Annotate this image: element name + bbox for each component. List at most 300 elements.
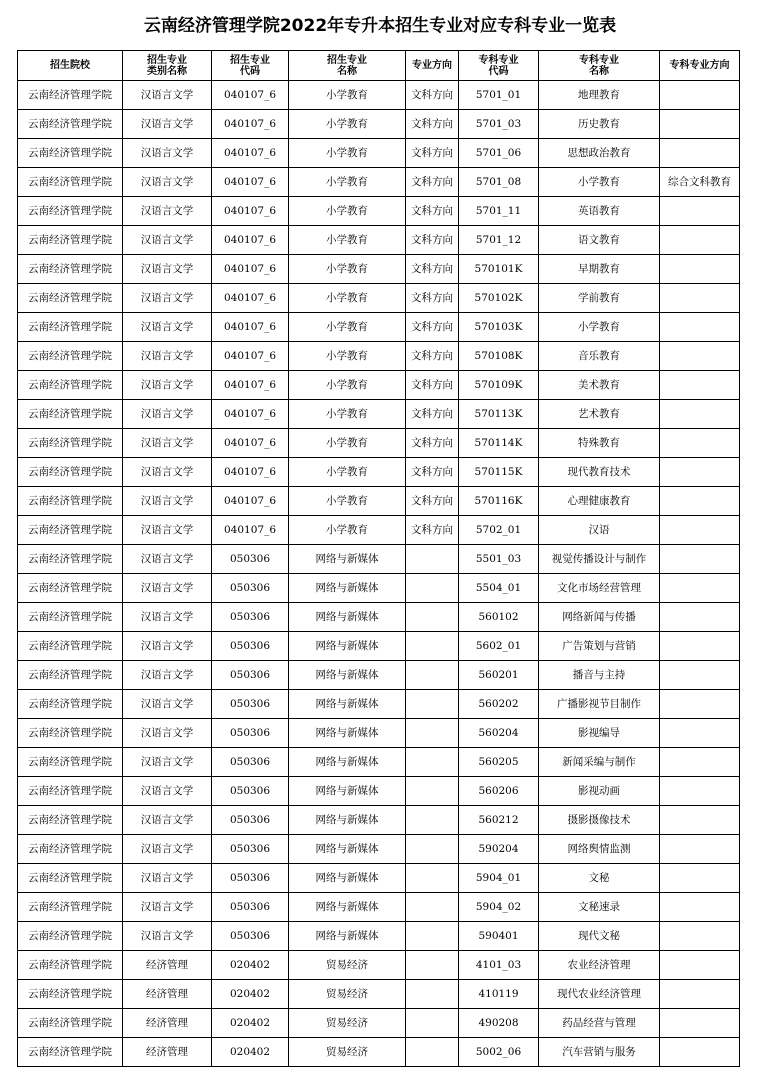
cell-direction: 文科方向 [406, 487, 459, 516]
cell-category: 汉语言文学 [123, 255, 212, 284]
cell-diploma-direction [660, 545, 740, 574]
cell-diploma-name: 语文教育 [539, 226, 660, 255]
cell-diploma-direction [660, 690, 740, 719]
header-diploma-direction [660, 51, 740, 81]
cell-category: 汉语言文学 [123, 197, 212, 226]
header-text: 招生院校 [50, 60, 90, 71]
cell-school: 云南经济管理学院 [18, 429, 123, 458]
cell-direction [406, 893, 459, 922]
cell-major-name: 网络与新媒体 [289, 893, 406, 922]
cell-direction [406, 951, 459, 980]
cell-diploma-name: 药品经营与管理 [539, 1009, 660, 1038]
cell-category: 经济管理 [123, 1009, 212, 1038]
header-text: 名称 [589, 65, 609, 77]
cell-major-name: 小学教育 [289, 487, 406, 516]
table-row [18, 1038, 740, 1067]
cell-major-code: 040107_6 [212, 429, 289, 458]
cell-major-name: 小学教育 [289, 139, 406, 168]
cell-diploma-direction [660, 1009, 740, 1038]
cell-category: 汉语言文学 [123, 661, 212, 690]
cell-major-code: 050306 [212, 748, 289, 777]
cell-direction: 文科方向 [406, 110, 459, 139]
cell-diploma-direction [660, 487, 740, 516]
cell-school: 云南经济管理学院 [18, 110, 123, 139]
cell-direction [406, 661, 459, 690]
cell-direction: 文科方向 [406, 342, 459, 371]
table-row [18, 777, 740, 806]
cell-diploma-name: 早期教育 [539, 255, 660, 284]
cell-category: 汉语言文学 [123, 864, 212, 893]
cell-diploma-direction [660, 1038, 740, 1067]
cell-diploma-code: 570109K [459, 371, 539, 400]
header-diploma-code [459, 51, 539, 81]
cell-diploma-code: 5701_03 [459, 110, 539, 139]
table-body [18, 81, 740, 1067]
cell-direction [406, 603, 459, 632]
cell-diploma-code: 4101_03 [459, 951, 539, 980]
cell-category: 汉语言文学 [123, 574, 212, 603]
cell-diploma-direction [660, 429, 740, 458]
cell-major-name: 网络与新媒体 [289, 806, 406, 835]
table-row [18, 110, 740, 139]
cell-direction [406, 864, 459, 893]
cell-major-code: 040107_6 [212, 139, 289, 168]
cell-school: 云南经济管理学院 [18, 980, 123, 1009]
cell-major-name: 小学教育 [289, 81, 406, 110]
cell-diploma-code: 490208 [459, 1009, 539, 1038]
cell-diploma-direction [660, 835, 740, 864]
header-text: 代码 [240, 65, 260, 77]
table-row [18, 545, 740, 574]
cell-school: 云南经济管理学院 [18, 632, 123, 661]
cell-category: 汉语言文学 [123, 226, 212, 255]
cell-major-code: 020402 [212, 980, 289, 1009]
cell-diploma-direction [660, 226, 740, 255]
cell-major-code: 050306 [212, 835, 289, 864]
cell-diploma-direction [660, 603, 740, 632]
cell-major-name: 网络与新媒体 [289, 835, 406, 864]
cell-major-name: 网络与新媒体 [289, 603, 406, 632]
cell-diploma-direction [660, 574, 740, 603]
table-row [18, 922, 740, 951]
cell-direction: 文科方向 [406, 313, 459, 342]
cell-school: 云南经济管理学院 [18, 777, 123, 806]
cell-diploma-direction [660, 110, 740, 139]
table-row [18, 400, 740, 429]
cell-major-code: 020402 [212, 1038, 289, 1067]
header-text: 专科专业 [579, 54, 619, 66]
cell-diploma-code: 5701_01 [459, 81, 539, 110]
cell-diploma-code: 570116K [459, 487, 539, 516]
cell-major-code: 050306 [212, 806, 289, 835]
cell-diploma-code: 560204 [459, 719, 539, 748]
cell-school: 云南经济管理学院 [18, 81, 123, 110]
cell-major-name: 网络与新媒体 [289, 864, 406, 893]
cell-school: 云南经济管理学院 [18, 487, 123, 516]
cell-direction: 文科方向 [406, 226, 459, 255]
cell-diploma-code: 560202 [459, 690, 539, 719]
table-row [18, 255, 740, 284]
cell-major-code: 040107_6 [212, 516, 289, 545]
cell-category: 汉语言文学 [123, 458, 212, 487]
cell-diploma-name: 英语教育 [539, 197, 660, 226]
cell-diploma-name: 学前教育 [539, 284, 660, 313]
table-row [18, 313, 740, 342]
cell-diploma-direction [660, 719, 740, 748]
cell-diploma-name: 现代文秘 [539, 922, 660, 951]
cell-major-code: 050306 [212, 922, 289, 951]
cell-diploma-code: 570108K [459, 342, 539, 371]
cell-diploma-code: 570114K [459, 429, 539, 458]
cell-category: 汉语言文学 [123, 719, 212, 748]
header-text: 专科专业方向 [669, 60, 730, 71]
cell-diploma-code: 5701_11 [459, 197, 539, 226]
cell-major-code: 040107_6 [212, 400, 289, 429]
cell-major-code: 050306 [212, 777, 289, 806]
cell-diploma-name: 小学教育 [539, 313, 660, 342]
cell-category: 汉语言文学 [123, 371, 212, 400]
cell-direction [406, 690, 459, 719]
cell-major-code: 040107_6 [212, 313, 289, 342]
cell-school: 云南经济管理学院 [18, 748, 123, 777]
table-row [18, 835, 740, 864]
cell-diploma-code: 5602_01 [459, 632, 539, 661]
cell-major-name: 网络与新媒体 [289, 777, 406, 806]
cell-diploma-name: 汽车营销与服务 [539, 1038, 660, 1067]
cell-diploma-direction [660, 81, 740, 110]
cell-direction [406, 545, 459, 574]
header-category [123, 51, 212, 81]
table-row [18, 661, 740, 690]
cell-major-name: 小学教育 [289, 371, 406, 400]
cell-major-name: 小学教育 [289, 110, 406, 139]
cell-major-code: 040107_6 [212, 458, 289, 487]
cell-diploma-code: 410119 [459, 980, 539, 1009]
cell-diploma-code: 5701_08 [459, 168, 539, 197]
cell-diploma-code: 560201 [459, 661, 539, 690]
cell-major-name: 网络与新媒体 [289, 545, 406, 574]
cell-category: 汉语言文学 [123, 342, 212, 371]
cell-major-code: 040107_6 [212, 255, 289, 284]
cell-diploma-direction [660, 313, 740, 342]
cell-category: 汉语言文学 [123, 487, 212, 516]
header-major-name [289, 51, 406, 81]
cell-school: 云南经济管理学院 [18, 139, 123, 168]
cell-direction: 文科方向 [406, 81, 459, 110]
cell-category: 汉语言文学 [123, 429, 212, 458]
cell-category: 汉语言文学 [123, 284, 212, 313]
cell-diploma-code: 5702_01 [459, 516, 539, 545]
cell-school: 云南经济管理学院 [18, 603, 123, 632]
cell-major-code: 040107_6 [212, 226, 289, 255]
table-row [18, 806, 740, 835]
cell-major-code: 050306 [212, 893, 289, 922]
cell-school: 云南经济管理学院 [18, 516, 123, 545]
cell-major-code: 040107_6 [212, 371, 289, 400]
cell-major-code: 050306 [212, 632, 289, 661]
table-row [18, 748, 740, 777]
table-row [18, 168, 740, 197]
cell-major-code: 040107_6 [212, 110, 289, 139]
table-row [18, 893, 740, 922]
table-row [18, 1009, 740, 1038]
cell-major-name: 小学教育 [289, 516, 406, 545]
cell-direction [406, 922, 459, 951]
cell-category: 汉语言文学 [123, 806, 212, 835]
table-row [18, 690, 740, 719]
cell-diploma-direction [660, 458, 740, 487]
cell-major-name: 小学教育 [289, 429, 406, 458]
cell-category: 汉语言文学 [123, 81, 212, 110]
cell-diploma-code: 570102K [459, 284, 539, 313]
cell-category: 汉语言文学 [123, 748, 212, 777]
cell-diploma-name: 汉语 [539, 516, 660, 545]
cell-diploma-code: 560206 [459, 777, 539, 806]
cell-diploma-code: 590204 [459, 835, 539, 864]
header-text: 专业方向 [412, 60, 452, 71]
cell-diploma-name: 视觉传播设计与制作 [539, 545, 660, 574]
page-title: 云南经济管理学院2022年专升本招生专业对应专科专业一览表 [143, 16, 617, 36]
table-row [18, 516, 740, 545]
cell-school: 云南经济管理学院 [18, 806, 123, 835]
header-major-code [212, 51, 289, 81]
cell-direction [406, 1038, 459, 1067]
table-row [18, 574, 740, 603]
cell-category: 经济管理 [123, 1038, 212, 1067]
cell-school: 云南经济管理学院 [18, 458, 123, 487]
cell-category: 经济管理 [123, 980, 212, 1009]
cell-major-code: 020402 [212, 1009, 289, 1038]
cell-category: 汉语言文学 [123, 893, 212, 922]
cell-category: 汉语言文学 [123, 139, 212, 168]
header-text: 招生专业 [327, 54, 367, 66]
cell-major-code: 040107_6 [212, 168, 289, 197]
cell-major-code: 040107_6 [212, 197, 289, 226]
cell-major-name: 网络与新媒体 [289, 748, 406, 777]
cell-category: 汉语言文学 [123, 632, 212, 661]
cell-direction: 文科方向 [406, 429, 459, 458]
cell-major-name: 贸易经济 [289, 1009, 406, 1038]
cell-diploma-direction [660, 922, 740, 951]
table-row [18, 284, 740, 313]
header-text: 代码 [488, 65, 509, 77]
header-text: 专科专业 [478, 54, 519, 66]
cell-diploma-direction [660, 139, 740, 168]
cell-direction: 文科方向 [406, 458, 459, 487]
cell-diploma-direction [660, 255, 740, 284]
cell-major-code: 050306 [212, 864, 289, 893]
cell-major-name: 小学教育 [289, 400, 406, 429]
cell-diploma-direction [660, 806, 740, 835]
cell-diploma-name: 广告策划与营销 [539, 632, 660, 661]
cell-major-name: 网络与新媒体 [289, 661, 406, 690]
table-row [18, 864, 740, 893]
cell-school: 云南经济管理学院 [18, 313, 123, 342]
cell-category: 汉语言文学 [123, 516, 212, 545]
cell-direction: 文科方向 [406, 255, 459, 284]
cell-diploma-code: 560212 [459, 806, 539, 835]
cell-major-code: 050306 [212, 574, 289, 603]
table-row [18, 487, 740, 516]
cell-category: 汉语言文学 [123, 603, 212, 632]
cell-school: 云南经济管理学院 [18, 661, 123, 690]
cell-school: 云南经济管理学院 [18, 719, 123, 748]
cell-diploma-direction [660, 197, 740, 226]
cell-school: 云南经济管理学院 [18, 168, 123, 197]
cell-diploma-direction [660, 342, 740, 371]
cell-school: 云南经济管理学院 [18, 371, 123, 400]
cell-major-name: 网络与新媒体 [289, 922, 406, 951]
cell-school: 云南经济管理学院 [18, 255, 123, 284]
cell-category: 汉语言文学 [123, 835, 212, 864]
cell-diploma-name: 播音与主持 [539, 661, 660, 690]
cell-diploma-name: 影视动画 [539, 777, 660, 806]
cell-direction: 文科方向 [406, 516, 459, 545]
cell-category: 经济管理 [123, 951, 212, 980]
cell-diploma-code: 5904_02 [459, 893, 539, 922]
table-row [18, 632, 740, 661]
cell-diploma-code: 570115K [459, 458, 539, 487]
cell-diploma-name: 文化市场经营管理 [539, 574, 660, 603]
cell-diploma-code: 590401 [459, 922, 539, 951]
cell-category: 汉语言文学 [123, 690, 212, 719]
cell-diploma-name: 现代教育技术 [539, 458, 660, 487]
cell-category: 汉语言文学 [123, 110, 212, 139]
cell-direction: 文科方向 [406, 371, 459, 400]
cell-direction: 文科方向 [406, 168, 459, 197]
cell-diploma-name: 网络舆情监测 [539, 835, 660, 864]
header-direction [406, 51, 459, 81]
cell-direction: 文科方向 [406, 284, 459, 313]
cell-major-name: 网络与新媒体 [289, 690, 406, 719]
table-row [18, 603, 740, 632]
cell-direction: 文科方向 [406, 400, 459, 429]
cell-diploma-name: 心理健康教育 [539, 487, 660, 516]
cell-major-name: 小学教育 [289, 313, 406, 342]
cell-school: 云南经济管理学院 [18, 226, 123, 255]
cell-major-name: 小学教育 [289, 255, 406, 284]
cell-school: 云南经济管理学院 [18, 197, 123, 226]
cell-school: 云南经济管理学院 [18, 574, 123, 603]
cell-school: 云南经济管理学院 [18, 922, 123, 951]
cell-diploma-name: 历史教育 [539, 110, 660, 139]
cell-category: 汉语言文学 [123, 400, 212, 429]
cell-school: 云南经济管理学院 [18, 835, 123, 864]
cell-diploma-code: 570101K [459, 255, 539, 284]
header-diploma-name [539, 51, 660, 81]
cell-school: 云南经济管理学院 [18, 545, 123, 574]
cell-major-name: 网络与新媒体 [289, 574, 406, 603]
cell-major-name: 小学教育 [289, 284, 406, 313]
table-row [18, 226, 740, 255]
cell-diploma-direction [660, 516, 740, 545]
cell-diploma-code: 5002_06 [459, 1038, 539, 1067]
table-row [18, 342, 740, 371]
cell-diploma-code: 5501_03 [459, 545, 539, 574]
table-row [18, 81, 740, 110]
table-row [18, 139, 740, 168]
cell-diploma-name: 摄影摄像技术 [539, 806, 660, 835]
cell-diploma-direction: 综合文科教育 [660, 168, 740, 197]
cell-major-name: 小学教育 [289, 458, 406, 487]
cell-major-code: 040107_6 [212, 342, 289, 371]
cell-school: 云南经济管理学院 [18, 1009, 123, 1038]
cell-diploma-code: 5701_06 [459, 139, 539, 168]
cell-diploma-code: 560205 [459, 748, 539, 777]
cell-diploma-direction [660, 980, 740, 1009]
cell-diploma-code: 5904_01 [459, 864, 539, 893]
cell-diploma-name: 美术教育 [539, 371, 660, 400]
cell-major-code: 040107_6 [212, 487, 289, 516]
cell-school: 云南经济管理学院 [18, 284, 123, 313]
cell-diploma-name: 网络新闻与传播 [539, 603, 660, 632]
cell-diploma-direction [660, 371, 740, 400]
cell-diploma-direction [660, 632, 740, 661]
cell-diploma-name: 文秘 [539, 864, 660, 893]
cell-direction [406, 777, 459, 806]
cell-major-name: 小学教育 [289, 168, 406, 197]
header-school [18, 51, 123, 81]
cell-major-code: 040107_6 [212, 284, 289, 313]
cell-category: 汉语言文学 [123, 922, 212, 951]
cell-major-code: 050306 [212, 690, 289, 719]
cell-diploma-name: 文秘速录 [539, 893, 660, 922]
cell-category: 汉语言文学 [123, 168, 212, 197]
cell-major-name: 小学教育 [289, 342, 406, 371]
header-text: 招生专业 [147, 54, 187, 66]
cell-diploma-name: 音乐教育 [539, 342, 660, 371]
cell-major-code: 050306 [212, 661, 289, 690]
cell-school: 云南经济管理学院 [18, 400, 123, 429]
table-row [18, 371, 740, 400]
cell-diploma-direction [660, 661, 740, 690]
cell-diploma-name: 新闻采编与制作 [539, 748, 660, 777]
table-row [18, 458, 740, 487]
cell-direction [406, 632, 459, 661]
cell-category: 汉语言文学 [123, 313, 212, 342]
cell-diploma-direction [660, 893, 740, 922]
cell-school: 云南经济管理学院 [18, 951, 123, 980]
cell-major-name: 贸易经济 [289, 980, 406, 1009]
cell-direction [406, 806, 459, 835]
cell-major-code: 050306 [212, 603, 289, 632]
cell-diploma-direction [660, 951, 740, 980]
cell-major-name: 小学教育 [289, 226, 406, 255]
cell-diploma-direction [660, 400, 740, 429]
cell-major-code: 050306 [212, 719, 289, 748]
cell-direction: 文科方向 [406, 197, 459, 226]
cell-major-name: 贸易经济 [289, 951, 406, 980]
cell-direction: 文科方向 [406, 139, 459, 168]
header-text: 招生专业 [230, 54, 270, 66]
table-row [18, 980, 740, 1009]
table-header-row [18, 51, 740, 81]
header-text: 名称 [337, 65, 357, 77]
cell-diploma-direction [660, 748, 740, 777]
cell-direction [406, 719, 459, 748]
table-row [18, 951, 740, 980]
table-row [18, 197, 740, 226]
cell-diploma-code: 5701_12 [459, 226, 539, 255]
cell-major-name: 网络与新媒体 [289, 632, 406, 661]
cell-diploma-name: 艺术教育 [539, 400, 660, 429]
cell-major-name: 网络与新媒体 [289, 719, 406, 748]
cell-direction [406, 1009, 459, 1038]
cell-diploma-name: 地理教育 [539, 81, 660, 110]
cell-direction [406, 835, 459, 864]
cell-major-code: 020402 [212, 951, 289, 980]
cell-diploma-code: 5504_01 [459, 574, 539, 603]
